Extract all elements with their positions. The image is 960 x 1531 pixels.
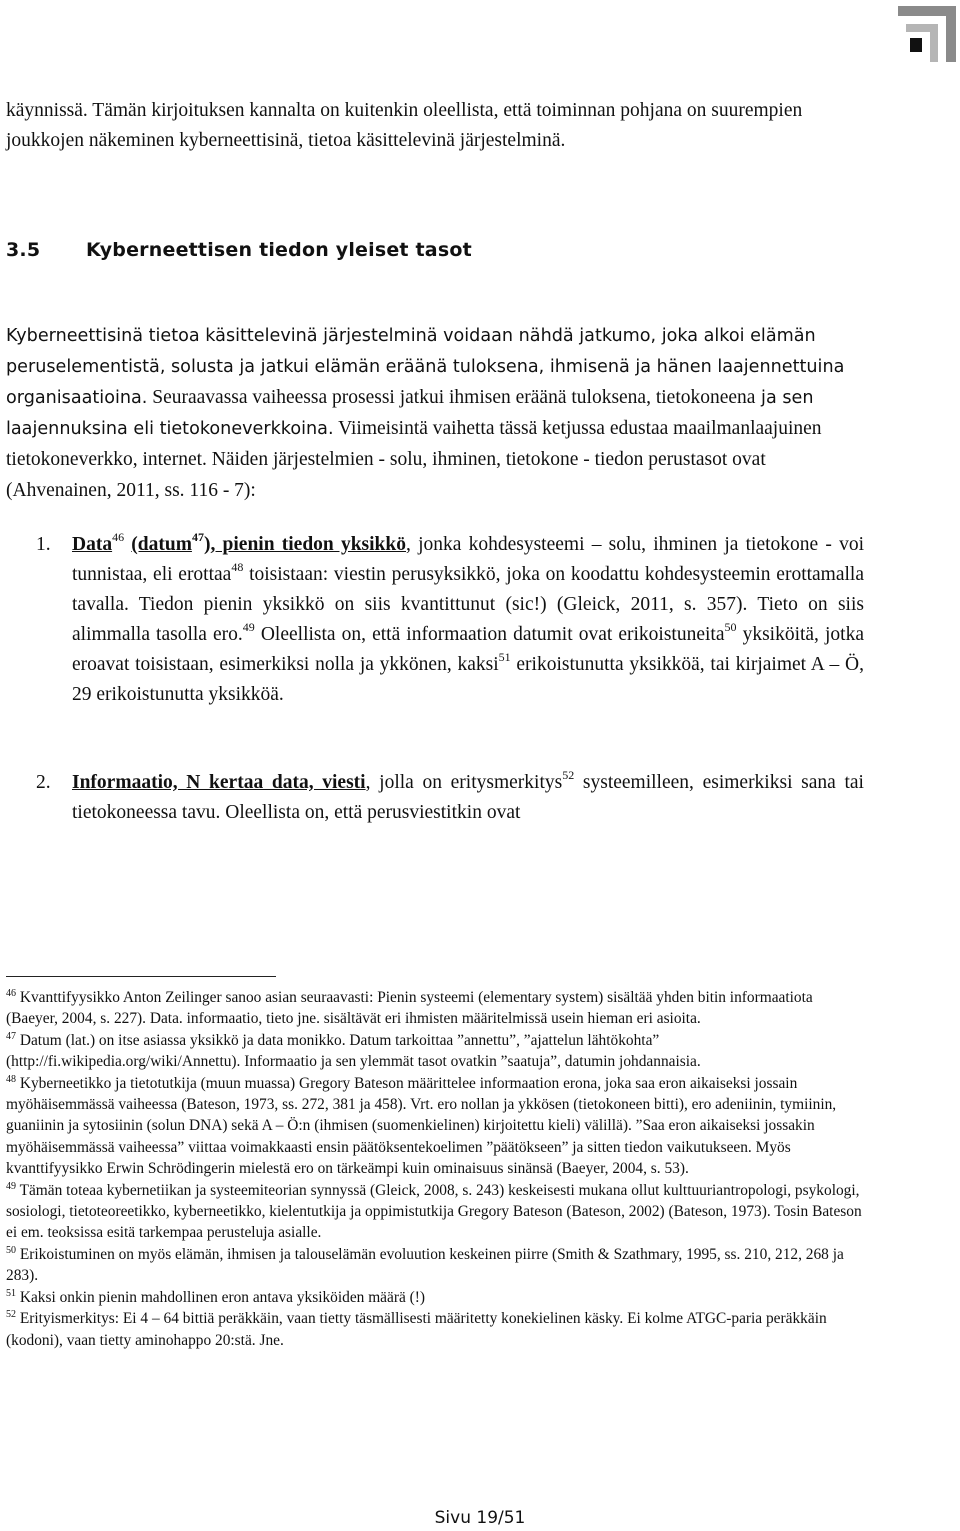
item-text: yksiköitä, jotka eroavat toisistaan, esimerkiksi nolla ja ykkönen, kaksi (72, 624, 864, 675)
footnote-ref[interactable]: 49 (242, 620, 255, 634)
publisher-logo-icon (896, 4, 958, 64)
footnote-ref[interactable]: 51 (498, 650, 511, 664)
body-paragraph (6, 320, 864, 506)
footnote-ref[interactable]: 47 (191, 530, 204, 544)
footnote-text: Tämän toteaa kybernetiikan ja systeemiteorian synnyssä (Gleick, 2008, s. 243) keskeisesti mukana ollut kulttuuriantropologi, psykologi, sosiologi, tietoteoreetikko, kyberneetikko, kielentutkija ja oppimistutkija Gregory Bateson (Bateson, 2002) (Bateson, 1973). Tosin Bateson ei em. teoksissa esitä tarkempaa perusteluja asialle. (6, 1181, 862, 1242)
footnote-number: 51 (6, 1287, 16, 1299)
footnote-text: Erityismerkitys: Ei 4 – 64 bittiä peräkkäin, vaan tietty täsmällisesti määritetty konekielinen käsky. Ei kolme ATGC-paria peräkkäin (kodoni), vaan tietty aminohappo 20:stä. Jne. (6, 1310, 827, 1349)
footnote (6, 1073, 864, 1180)
footnote (6, 1030, 864, 1073)
list-item (36, 530, 864, 710)
section-number: 3.5 (6, 239, 41, 261)
term-information: Informaatio, N kertaa data, viesti (72, 772, 366, 793)
paragraph-part-4: Viimeisintä vaihetta tässä ketjussa edustaa maailmanlaajuinen tietokoneverkko, internet. Näiden järjestelmien - solu, ihminen, tietokone - tiedon perustasot ovat (Ahvenainen, 2011, ss. 116 - 7): (6, 418, 822, 501)
footnote-text: Kaksi onkin pienin mahdollinen eron antava yksiköiden määrä (!) (19, 1288, 426, 1306)
footnote-text: Datum (lat.) on itse asiassa yksikkö ja data monikko. Datum tarkoittaa ”annettu”, ”ajattelun lähtökohta” (http://fi.wikipedia.org/wiki/Annettu). Informaatio ja sen ylemmät tasot ovatkin ”saatuja”, datumin johdannaisia. (6, 1031, 701, 1071)
paragraph-part-1: Kyberneettisinä tietoa käsittelevinä järjestelminä voidaan nähdä jatkumo, joka alkoi elämän peruselementistä, solusta ja jatkui elämän eräänä tuloksena, ihmisenä ja hänen laajennettuina organisaatioina. (6, 326, 845, 408)
term-smallest-unit: ), pienin tiedon yksikkö (203, 534, 406, 555)
paragraph-part-2: Seuraavassa vaiheessa prosessi jatkui ihmisen eräänä tuloksena, tietokoneena (147, 387, 756, 408)
item-text: erikoistunutta yksikköä, tai kirjaimet A – Ö, 29 erikoistunutta yksikköä. (72, 654, 864, 705)
footnote (6, 1308, 864, 1351)
footnote-number: 46 (6, 988, 16, 999)
section-heading (6, 239, 472, 261)
list-marker: 1. (36, 534, 51, 555)
footnote (6, 1287, 864, 1308)
item-text: , jolla on eritysmerkitys (365, 772, 563, 793)
footnote-text: Kyberneetikko ja tietotutkija (muun muassa) Gregory Bateson määrittelee informaation erona, joka saa eron aikaiseksi jossain myöhäisemmässä vaiheessa (Bateson, 1973, ss. 272, 381 ja 458). Vrt. ero nollan ja ykkösen (tietokoneen bitti), ero adeniinin, tymiinin, guaniinin ja sytosiinin (solun DNA) sekä A – Ö:n (ihmisen (suomenkielinen) kirjoitettu kieli) välillä). ”Saa eron aikaiseksi jossakin myöhäisemmässä vaiheessa” viittaa voimakkaasti ensin päätöksentekoelimen ”päätökseen” ja sitten tiedon vaikutukseen. Myös kvanttifyysikko Erwin Schrödingerin mielestä ero on tärkeämpi kuin ominaisuus sinänsä (Baeyer, 2004, s. 53). (6, 1074, 837, 1178)
footnote-ref[interactable]: 50 (724, 620, 737, 634)
list-item-body (72, 530, 864, 710)
footnote-text: Kvanttifyysikko Anton Zeilinger sanoo asian seuraavasti: Pienin systeemi (elementary system) sisältää yhden bitin informaatiota (Baeyer, 2004, s. 227). Data. informaatio, tieto jne. sisältävät eri ihmisten määritelmissä usein hieman eri asioita. (6, 989, 813, 1028)
footnote (6, 987, 864, 1030)
list-marker: 2. (36, 772, 51, 793)
section-title: Kyberneettisen tiedon yleiset tasot (86, 239, 472, 261)
footnote-number: 47 (6, 1030, 16, 1042)
item-text: , jonka kohdesysteemi – solu, ihminen ja tietokone - voi tunnistaa, eli erottaa (72, 534, 864, 585)
list-item (36, 768, 864, 828)
item-text: toisistaan: viestin perusyksikkö, joka on koodattu kohdesysteemin erottamalla tavalla. Tiedon pienin yksikkö on siis kvantittunut (sic!) (Gleick, 2011, s. 357). Tieto on siis alimmalla tasolla ero. (72, 564, 864, 645)
footnote-ref[interactable]: 46 (112, 530, 125, 544)
item-text: systeemilleen, esimerkiksi sana tai tietokoneessa tavu. Oleellista on, että perusviestitkin ovat (72, 772, 864, 823)
footnote-number: 48 (6, 1073, 16, 1085)
footnote (6, 1244, 864, 1287)
footnote-ref[interactable]: 48 (231, 560, 244, 574)
term-datum: (datum (131, 534, 192, 555)
footnote-separator (6, 976, 276, 977)
item-text: Oleellista on, että informaation datumit ovat erikoistuneita (254, 624, 725, 645)
footnote-number: 52 (6, 1309, 16, 1321)
paragraph-part-3: ja sen laajennuksina eli tietokoneverkkoina. (6, 388, 814, 439)
term-data: Data (72, 534, 113, 555)
page-number: Sivu 19/51 (434, 1508, 526, 1528)
intro-paragraph: käynnissä. Tämän kirjoituksen kannalta on kuitenkin oleellista, että toiminnan pohjana on suurempien joukkojen näkeminen kyberneettisinä, tietoa käsittelevinä järjestelminä. (6, 100, 803, 151)
footnote-ref[interactable]: 52 (562, 768, 575, 782)
footnote-text: Erikoistuminen on myös elämän, ihmisen ja talouselämän evoluution keskeinen piirre (Smith & Szathmary, 1995, ss. 210, 212, 268 ja 283). (6, 1245, 844, 1285)
footnote (6, 1180, 864, 1244)
list-item-body (72, 768, 864, 828)
footnote-number: 50 (6, 1244, 16, 1256)
footnotes (6, 987, 864, 1351)
footnote-number: 49 (6, 1180, 16, 1192)
